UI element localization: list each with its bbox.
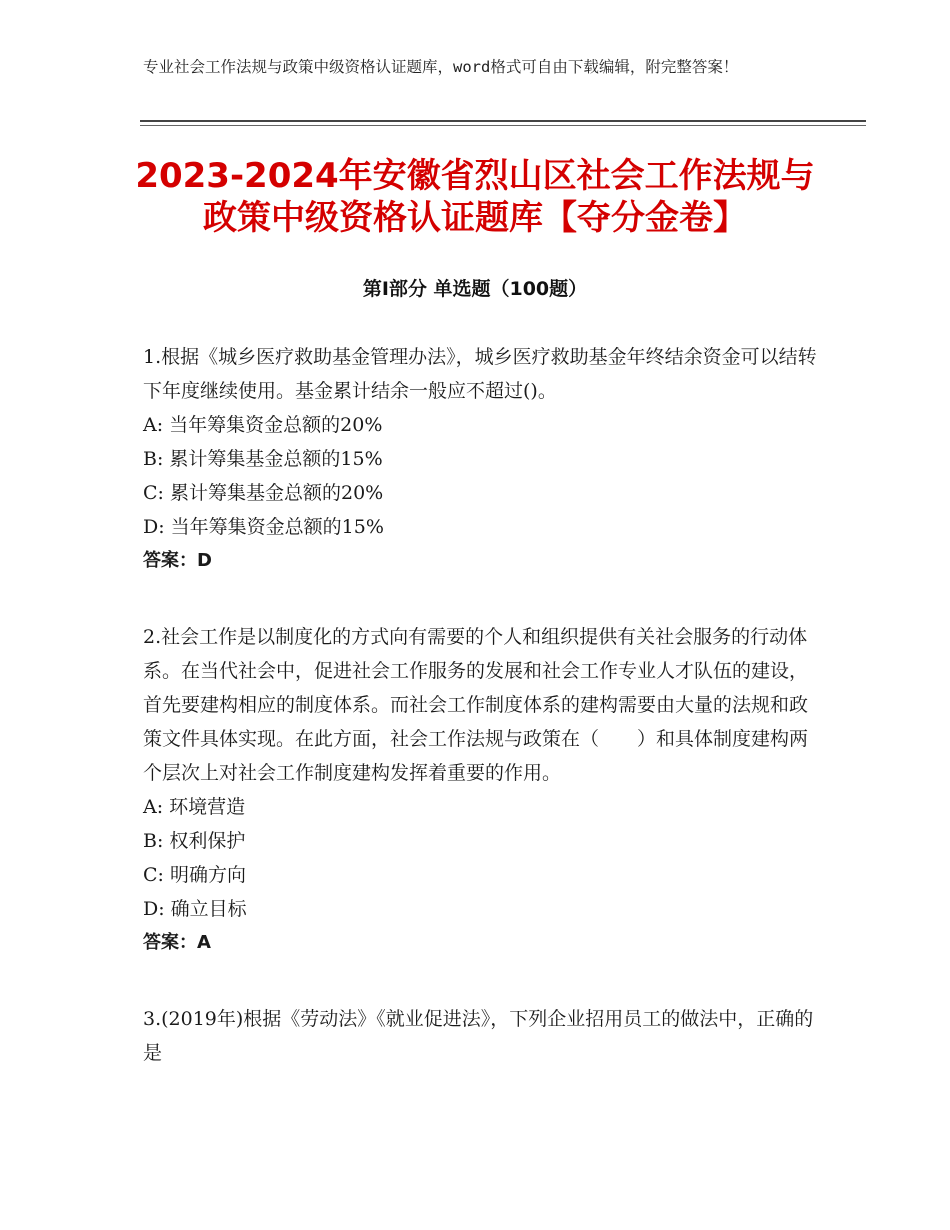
- option-a: A: 当年筹集资金总额的20%: [143, 414, 383, 436]
- answer: 答案：D: [143, 550, 212, 571]
- question-3: [143, 1002, 823, 1070]
- option-c: C: 累计筹集基金总额的20%: [143, 482, 384, 504]
- document-title: 2023-2024年安徽省烈山区社会工作法规与政策中级资格认证题库【夺分金卷】: [135, 156, 815, 238]
- option-b: B: 权利保护: [143, 830, 246, 852]
- question-list: [143, 340, 823, 1070]
- question-1: [143, 340, 823, 578]
- answer: 答案：A: [143, 932, 211, 953]
- question-stem: 2.社会工作是以制度化的方式向有需要的个人和组织提供有关社会服务的行动体系。在当代社会中，促进社会工作服务的发展和社会工作专业人才队伍的建设，首先要建构相应的制度体系。而社会工作制度体系的建构需要由大量的法规和政策文件具体实现。在此方面，社会工作法规与政策在（ ）和具体制度建构两个层次上对社会工作制度建构发挥着重要的作用。: [143, 626, 809, 784]
- question-stem: 1.根据《城乡医疗救助基金管理办法》，城乡医疗救助基金年终结余资金可以结转下年度继续使用。基金累计结余一般应不超过()。: [143, 346, 817, 402]
- header-divider: [140, 120, 866, 122]
- option-d: D: 当年筹集资金总额的15%: [143, 516, 384, 538]
- option-a: A: 环境营造: [143, 796, 246, 818]
- option-d: D: 确立目标: [143, 898, 247, 920]
- question-spacer: [143, 960, 823, 1002]
- header-divider-thin: [140, 125, 866, 126]
- question-spacer: [143, 578, 823, 620]
- question-stem: 3.(2019年)根据《劳动法》《就业促进法》，下列企业招用员工的做法中，正确的是: [143, 1008, 814, 1064]
- question-2: [143, 620, 823, 960]
- option-c: C: 明确方向: [143, 864, 246, 886]
- section-title: 第Ⅰ部分 单选题（100题）: [362, 278, 588, 300]
- option-b: B: 累计筹集基金总额的15%: [143, 448, 383, 470]
- header-note: 专业社会工作法规与政策中级资格认证题库，word格式可自由下载编辑，附完整答案！: [143, 58, 739, 76]
